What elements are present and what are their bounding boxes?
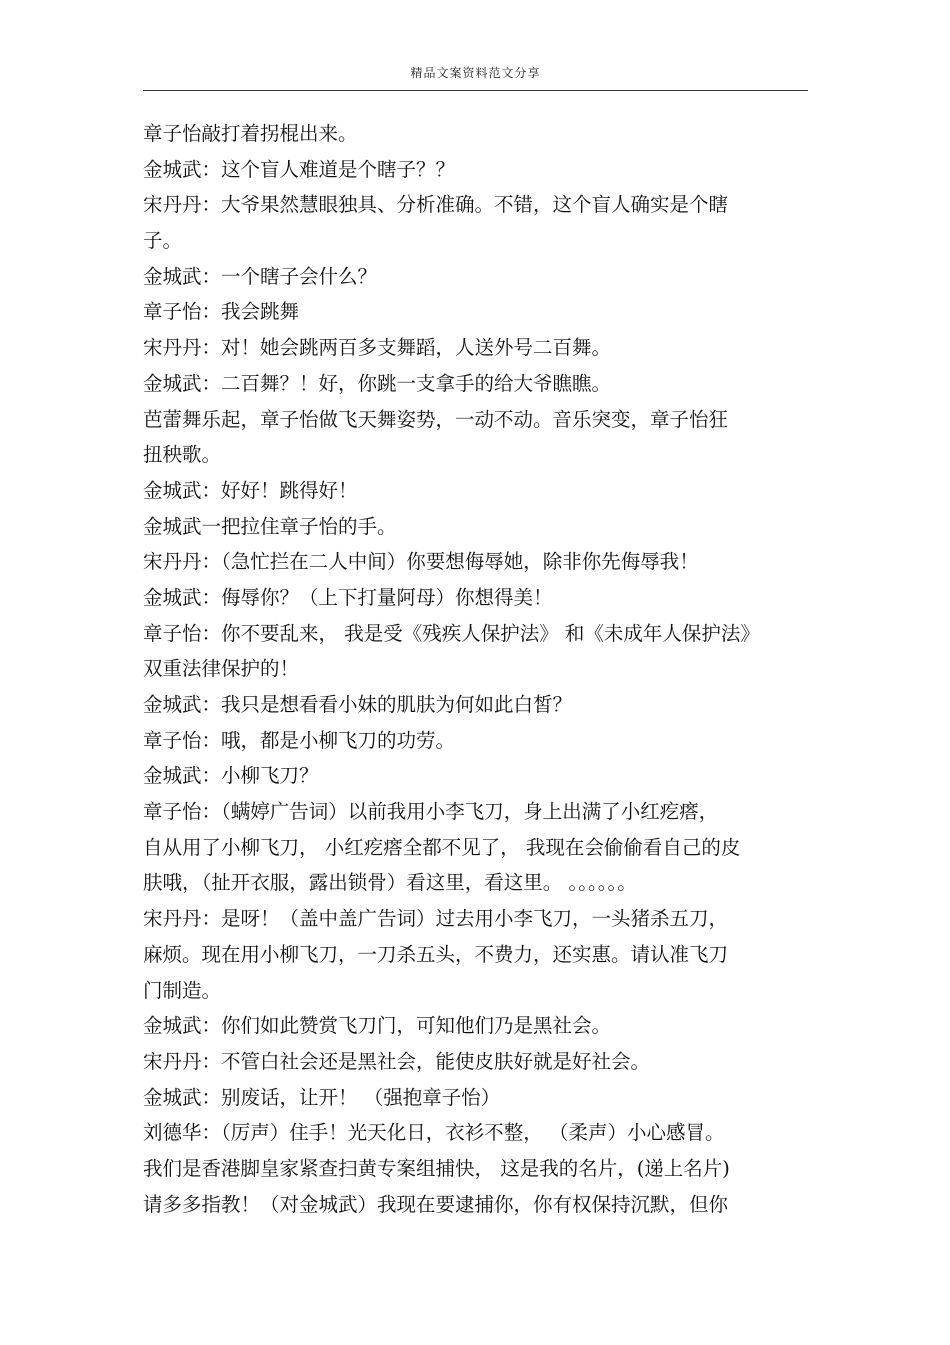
text-line: 章子怡：（螨婷广告词）以前我用小李飞刀，身上出满了小红疙瘩， [143,800,719,824]
text-line: 金城武：你们如此赞赏飞刀门，可知他们乃是黑社会。 [143,1014,612,1038]
text-line: 宋丹丹：是呀！（盖中盖广告词）过去用小李飞刀，一头猪杀五刀， [143,907,729,931]
text-line: 金城武：我只是想看看小妹的肌肤为何如此白皙？ [143,693,573,716]
text-line: 章子怡：我会跳舞 [143,300,300,324]
text-line: 门制造。 [143,978,222,1002]
text-line: 扭秧歌。 [143,443,222,467]
text-line: 金城武：二百舞？！好，你跳一支拿手的给大爷瞧瞧。 [143,371,612,395]
text-line: 宋丹丹：大爷果然慧眼独具、分析准确。不错，这个盲人确实是个瞎 [143,193,729,217]
text-line: 金城武一把拉住章子怡的手。 [143,514,397,538]
text-line: 金城武：这个盲人难道是个瞎子？？ [143,157,456,181]
text-line: 宋丹丹：（急忙拦在二人中间）你要想侮辱她，除非你先侮辱我！ [143,550,699,574]
text-line: 自从用了小柳飞刀， 小红疙瘩全都不见了， 我现在会偷偷看自己的皮 [143,835,741,859]
text-line: 章子怡：你不要乱来， 我是受《残疾人保护法》 和《未成年人保护法》 [143,621,760,645]
text-line: 刘德华：（厉声）住手！光天化日，衣衫不整， （柔声）小心感冒。 [143,1121,725,1145]
text-line: 子。 [143,229,183,253]
text-line: 金城武：一个瞎子会什么？ [143,264,378,288]
text-line: 金城武：小柳飞刀？ [143,764,319,788]
text-line: 宋丹丹：对！她会跳两百多支舞蹈，人送外号二百舞。 [143,336,612,360]
text-line: 章子怡：哦，都是小柳飞刀的功劳。 [143,728,456,752]
header-divider [143,90,808,91]
text-line: 金城武：别废话，让开！ （强抱章子怡） [143,1085,501,1109]
text-line: 宋丹丹：不管白社会还是黑社会，能使皮肤好就是好社会。 [143,1049,651,1073]
text-line: 章子怡敲打着拐棍出来。 [143,122,358,145]
page-header: 精品文案资料范文分享 [410,66,541,80]
text-line: 芭蕾舞乐起，章子怡做飞天舞姿势，一动不动。音乐突变，章子怡狂 [143,407,729,431]
script-body [143,116,808,1222]
text-line: 金城武：侮辱你？（上下打量阿母）你想得美！ [143,585,553,609]
text-line: 麻烦。现在用小柳飞刀，一刀杀五头，不费力，还实惠。请认准飞刀 [143,942,729,966]
text-line: 金城武：好好！跳得好！ [143,478,358,502]
text-line: 肤哦，（扯开衣服，露出锁骨）看这里，看这里。 。。。。。。 [143,871,637,895]
text-line: 双重法律保护的！ [143,657,300,681]
text-line: 我们是香港脚皇家紧查扫黄专案组捕快， 这是我的名片，(递上名片) [143,1156,730,1180]
text-line: 请多多指教！（对金城武）我现在要逮捕你，你有权保持沉默，但你 [143,1192,729,1216]
